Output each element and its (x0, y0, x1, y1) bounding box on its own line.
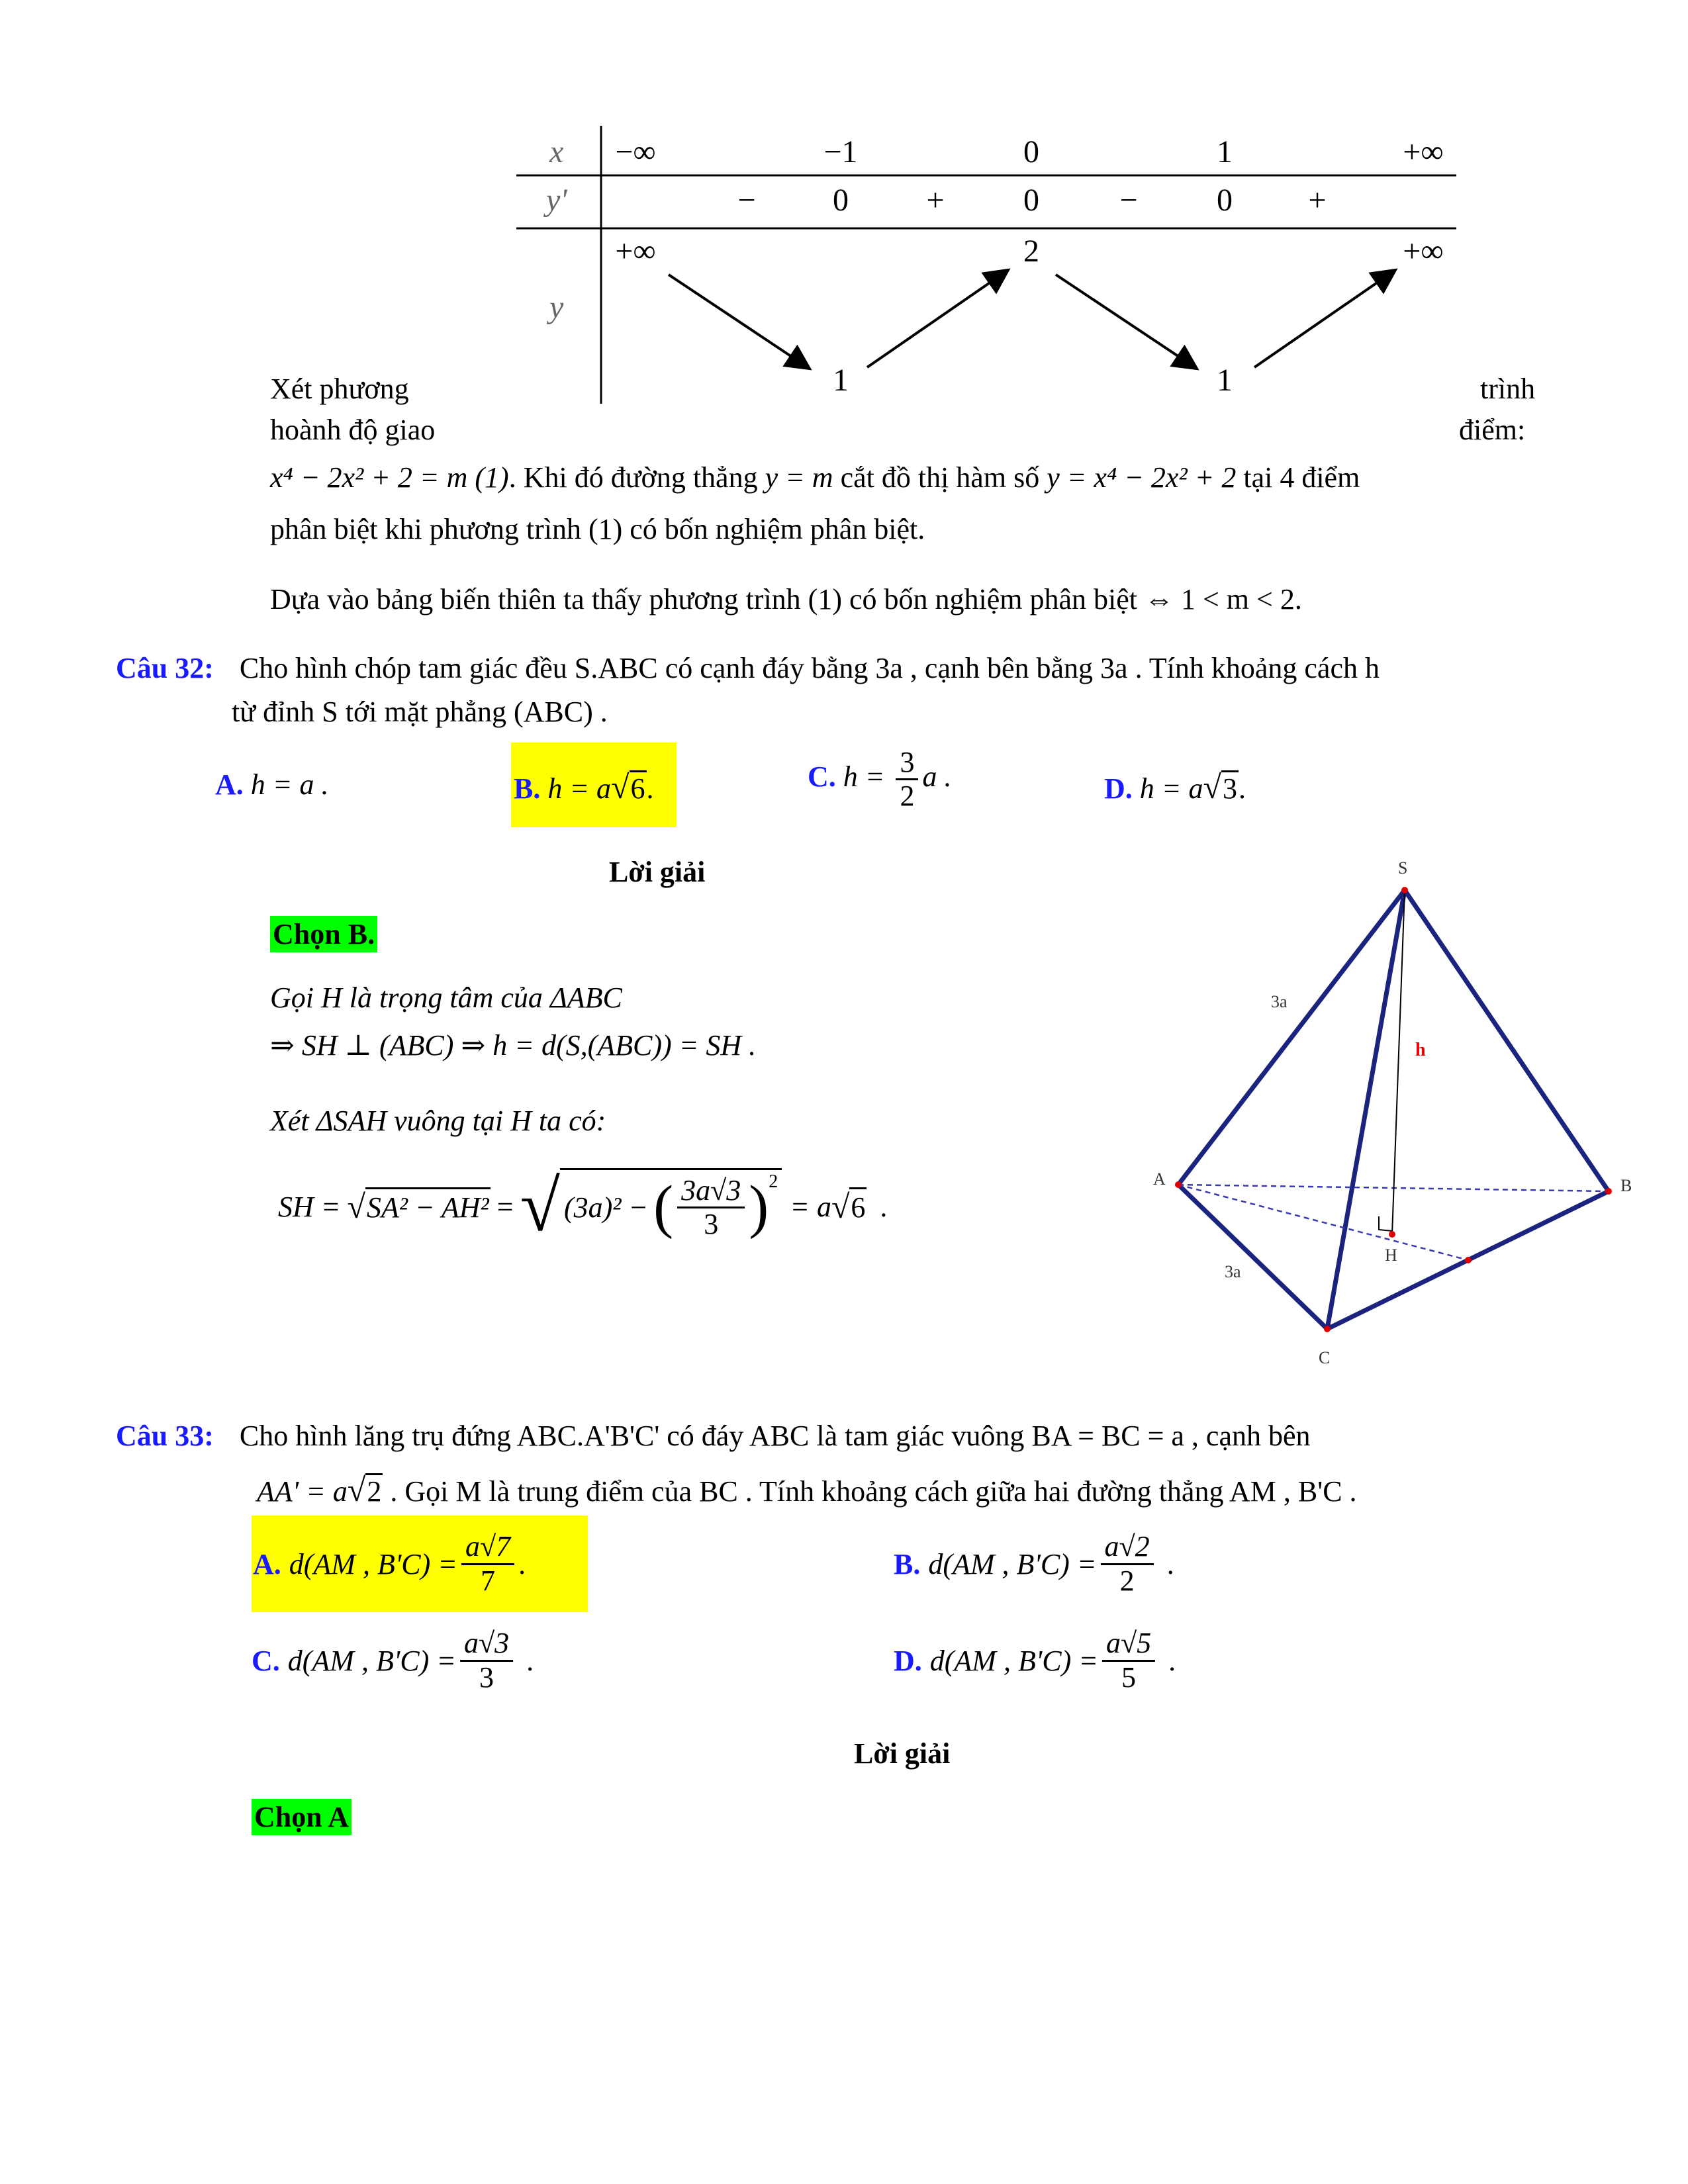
table-x-value: 0 (1023, 134, 1039, 169)
q32-solution-4: SH = √ SA² − AH² = √ (3a)² − ( $\frac{3a√3}{3}$ ) $^2$ = a √ 6 . (278, 1165, 888, 1247)
q33-option-a[interactable] (252, 1516, 588, 1612)
fraction-numerator: 3a√3 (677, 1175, 745, 1208)
option-end: . (1238, 772, 1246, 805)
right-angle-mark (1379, 1216, 1392, 1231)
vertex-b-label: B (1620, 1176, 1632, 1195)
table-arrow-down (1056, 275, 1195, 367)
fraction-denominator: 2 (900, 780, 915, 813)
table-y-value: +∞ (615, 234, 656, 269)
intro-line-3 (270, 459, 1360, 496)
q33-line-1 (116, 1418, 1311, 1454)
q32-option-a[interactable] (215, 766, 328, 803)
pyramid-figure (1139, 854, 1642, 1383)
table-sign: 0 (1023, 183, 1039, 218)
intro-wrap-right-1: trình (1480, 373, 1536, 405)
vertex-c-label: C (1319, 1348, 1331, 1367)
q32-solution-3: Xét ΔSAH vuông tại H ta có: (270, 1105, 606, 1137)
q33-option-d[interactable] (894, 1612, 1176, 1709)
option-radicand: 3 (1221, 770, 1239, 805)
table-arrow-up (1254, 271, 1393, 367)
point-h-label: H (1385, 1246, 1397, 1265)
formula-part: SH = (278, 1190, 341, 1223)
table-y-label: y (549, 290, 564, 325)
q32-line-1 (116, 650, 1380, 686)
option-label: D. (1104, 772, 1133, 805)
line-y-m: y = m (765, 461, 833, 494)
table-sign: 0 (1217, 183, 1233, 218)
q32-solution-title: Lời giải (609, 856, 706, 888)
q32-text-1: Cho hình chóp tam giác đều S.ABC có cạnh đáy bằng 3a , cạnh bên bằng 3a . Tính khoảng cách h (239, 652, 1380, 684)
intro-line-4: phân biệt khi phương trình (1) có bốn nghiệm phân biệt. (270, 513, 925, 545)
option-text: d(AM , B'C) = (287, 1644, 456, 1677)
formula-equals: = (496, 1190, 514, 1223)
q32-solution-1: Gọi H là trọng tâm của ΔABC (270, 981, 622, 1014)
fraction-denominator: 3 (479, 1661, 494, 1694)
q32-option-d[interactable]: D. h = a√3. (1104, 768, 1246, 805)
table-y-value: 1 (833, 363, 849, 398)
edge-sb (1405, 890, 1609, 1191)
edge-sa (1178, 890, 1405, 1185)
q33-option-c[interactable] (252, 1612, 534, 1709)
option-text: h = a (1139, 772, 1203, 805)
formula-radicand: 6 (849, 1187, 867, 1226)
table-x-label: x (549, 134, 564, 169)
table-arrow-down (669, 275, 808, 367)
option-text: a . (922, 760, 952, 793)
table-x-value: 1 (1217, 134, 1233, 169)
option-label: A. (215, 768, 244, 801)
table-sign: − (737, 183, 756, 218)
table-sign: + (1308, 183, 1327, 218)
option-label: B. (514, 772, 541, 805)
intro-wrap-right-2: điểm: (1459, 414, 1526, 446)
fraction-numerator: 3 (896, 747, 918, 780)
fraction-numerator: a√2 (1101, 1531, 1154, 1565)
table-sign: 0 (833, 183, 849, 218)
q32-option-b[interactable]: B. h = a√6. (511, 743, 677, 827)
option-text: d(AM , B'C) = (929, 1644, 1098, 1677)
fraction-numerator: a√3 (460, 1627, 513, 1661)
option-text: h = a . (250, 768, 329, 801)
option-end: . (1166, 1547, 1174, 1580)
fraction-numerator: a√5 (1102, 1627, 1155, 1661)
q33-text-2-rest: . Gọi M là trung điểm của BC . Tính khoảng cách giữa hai đường thẳng AM , B'C . (390, 1475, 1357, 1508)
fraction-numerator: a√7 (461, 1531, 514, 1565)
q33-option-b[interactable] (894, 1516, 1174, 1612)
option-label: A. (253, 1547, 281, 1580)
table-sign: − (1119, 183, 1138, 218)
table-sign: + (926, 183, 945, 218)
vertex-a-label: A (1153, 1169, 1166, 1189)
option-end: . (526, 1644, 534, 1677)
intro-text: . Khi đó đường thẳng (508, 461, 758, 494)
fraction-denominator: 7 (481, 1564, 496, 1597)
q32-chosen-answer: Chọn B. (270, 916, 377, 952)
height-label: h (1415, 1040, 1426, 1060)
q32-text-2: từ đỉnh S tới mặt phẳng (ABC) . (232, 696, 608, 728)
q33-label: Câu 33: (116, 1420, 214, 1452)
q33-text-1: Cho hình lăng trụ đứng ABC.A'B'C' có đáy ABC là tam giác vuông BA = BC = a , cạnh bên (239, 1420, 1311, 1452)
formula-exponent: 2 (769, 1171, 778, 1193)
table-y-value: 2 (1023, 234, 1039, 269)
q33-solution-title: Lời giải (854, 1737, 951, 1770)
q33-text-2: AA' = a (257, 1475, 348, 1508)
option-label: B. (894, 1547, 921, 1580)
option-end: . (646, 772, 654, 805)
median-a (1178, 1185, 1468, 1260)
formula-radicand: SA² − AH² (365, 1187, 491, 1226)
fraction-denominator: 3 (704, 1208, 719, 1240)
vertex-s-label: S (1398, 858, 1408, 878)
table-x-value: −∞ (615, 134, 656, 169)
q33-radicand: 2 (365, 1473, 383, 1508)
edge-ac (1178, 1185, 1327, 1329)
q33-line-2: AA' = a√2 . Gọi M là trung điểm của BC . Tính khoảng cách giữa hai đường thẳng AM , B'C . (257, 1471, 1357, 1508)
q32-option-c[interactable] (808, 747, 951, 813)
option-text: h = a (547, 772, 612, 805)
q33-chosen-answer: Chọn A (252, 1799, 352, 1835)
q32-solution-2: ⇒ SH ⊥ (ABC) ⇒ h = d(S,(ABC)) = SH . (270, 1029, 757, 1062)
option-text: d(AM , B'C) = (289, 1547, 457, 1580)
formula-part: (3a)² − (563, 1191, 649, 1224)
q32-label: Câu 32: (116, 652, 214, 684)
formula-end: . (880, 1190, 888, 1223)
option-text: h = (843, 760, 885, 793)
table-yprime-label: y' (546, 183, 567, 218)
option-end: . (1168, 1644, 1176, 1677)
option-end: . (518, 1547, 526, 1580)
option-label: C. (808, 760, 836, 793)
table-y-value: +∞ (1403, 234, 1444, 269)
table-arrow-up (867, 271, 1006, 367)
edge-label: 3a (1225, 1262, 1241, 1281)
table-y-value: 1 (1217, 363, 1233, 398)
table-x-value: +∞ (1403, 134, 1444, 169)
intro-text: tại 4 điểm (1243, 461, 1360, 494)
intro-text: cắt đồ thị hàm số (840, 461, 1040, 494)
fraction-denominator: 5 (1121, 1661, 1137, 1694)
intro-wrap-left-2: hoành độ giao (270, 414, 436, 446)
option-label: C. (252, 1644, 280, 1677)
option-text: d(AM , B'C) = (928, 1547, 1097, 1580)
equation-1: x⁴ − 2x² + 2 = m (1) (270, 461, 509, 494)
intro-wrap-left-1: Xét phương (270, 373, 409, 405)
fraction-denominator: 2 (1119, 1564, 1135, 1597)
formula-part: = a (790, 1190, 831, 1223)
option-radicand: 6 (630, 770, 647, 805)
edge-label: 3a (1271, 992, 1288, 1011)
function-expression: y = x⁴ − 2x² + 2 (1047, 461, 1237, 494)
intro-line-5: Dựa vào bảng biến thiên ta thấy phương trình (1) có bốn nghiệm phân biệt ⇔ 1 < m < 2. (270, 583, 1302, 615)
table-x-value: −1 (823, 134, 858, 169)
option-label: D. (894, 1644, 922, 1677)
variation-table (516, 126, 1463, 410)
